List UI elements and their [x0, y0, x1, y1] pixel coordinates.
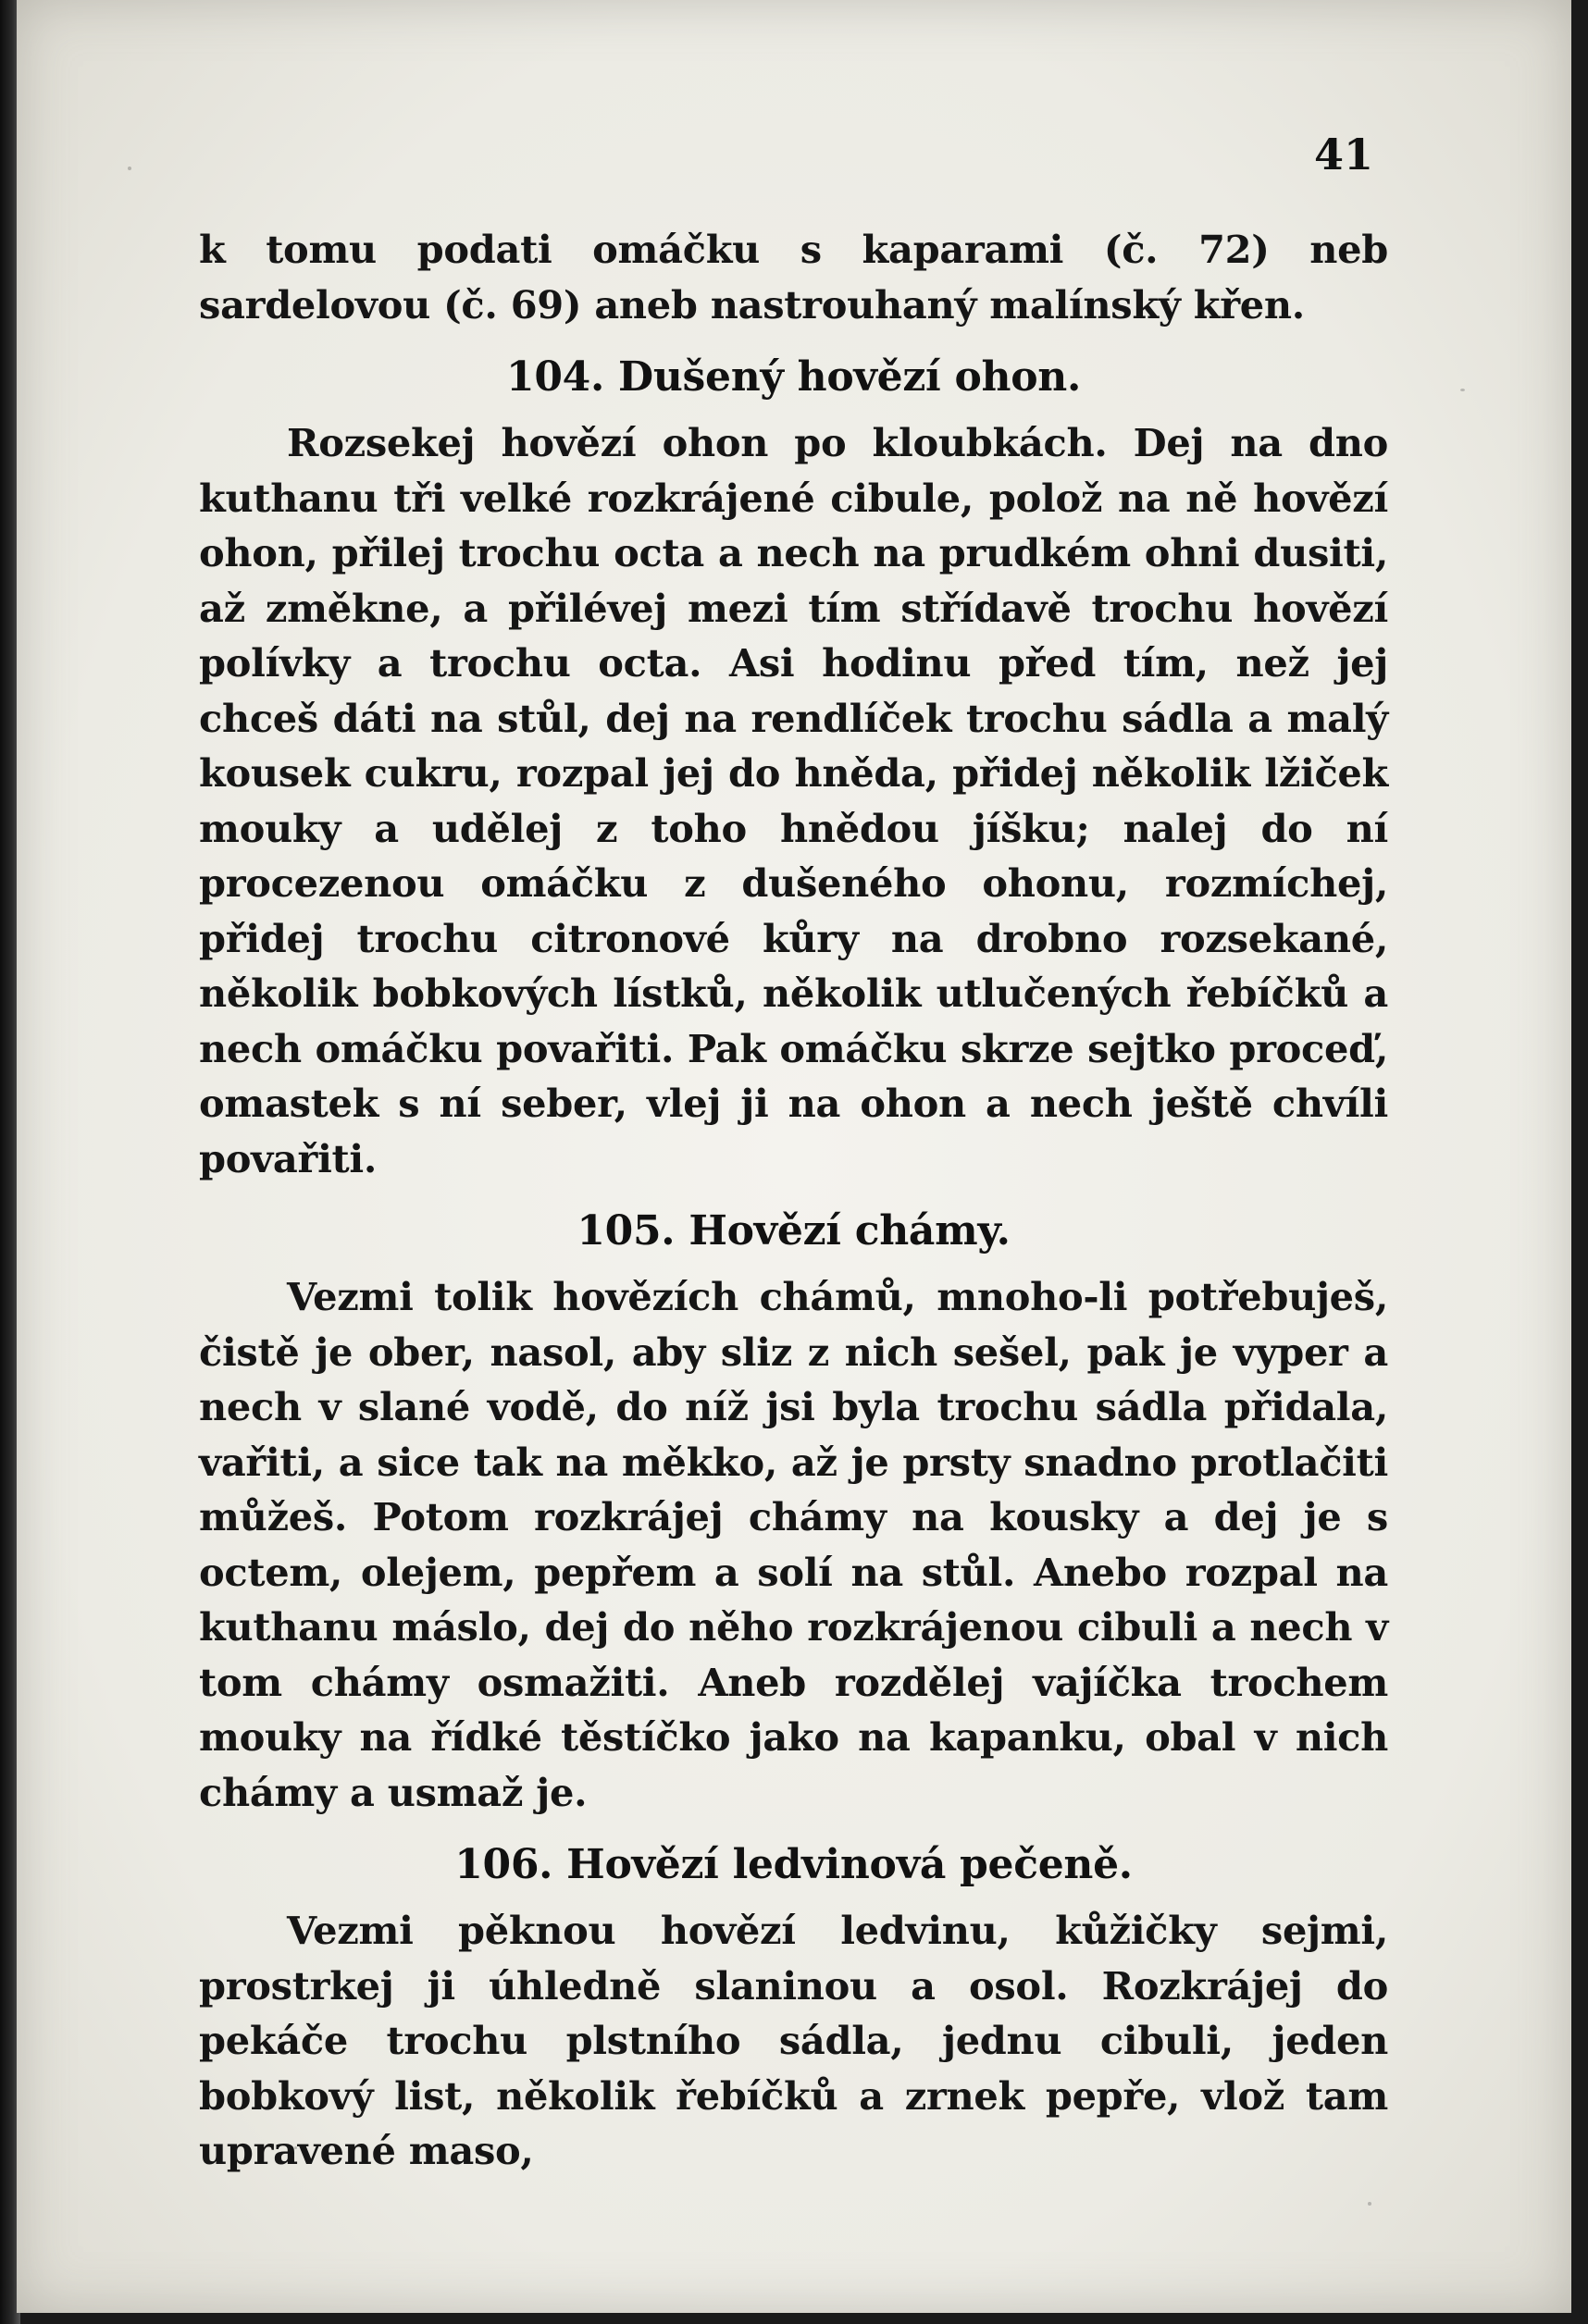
- recipe-106-title: 106. Hovězí ledvinová pečeně.: [454, 1841, 1133, 1888]
- continuation-paragraph: k tomu podati omáčku s kaparami (č. 72) neb sardelovou (č. 69) aneb nastrouhaný malínský křen.: [199, 227, 1388, 328]
- page-number: 41: [1314, 130, 1374, 179]
- paper-speck: [1460, 389, 1465, 391]
- page-content: [199, 222, 1388, 2179]
- recipe-106-text: Vezmi pěknou hovězí ledvinu, kůžičky sejmi, prostrkej ji úhledně slaninou a osol. Rozkrájej do pekáče trochu plstního sádla, jednu cibuli, jeden bobkový list, několik řebíčků a zrnek pepře, vlož tam upravené maso,: [199, 1908, 1388, 2173]
- recipe-105-text: Vezmi tolik hovězích chámů, mnoho-li potřebuješ, čistě je ober, nasol, aby sliz z nich sešel, pak je vyper a nech v slané vodě, do níž jsi byla trochu sádla přidala, vařiti, a sice tak na měkko, až je prsty snadno protlačiti můžeš. Potom rozkrájej chámy na kousky a dej je s octem, olejem, pepřem a solí na stůl. Anebo rozpal na kuthanu máslo, dej do něho rozkrájenou cibuli a nech v tom chámy osmažiti. Aneb rozdělej vajíčka trochem mouky na řídké těstíčko jako na kapanku, obal v nich chámy a usmaž je.: [199, 1274, 1388, 1815]
- paper-speck: [128, 167, 131, 170]
- recipe-104-text: Rozsekej hovězí ohon po kloubkách. Dej na dno kuthanu tři velké rozkrájené cibule, polož na ně hovězí ohon, přilej trochu octa a nech na prudkém ohni dusiti, až změkne, a přilévej mezi tím střídavě trochu hovězí polívky a trochu octa. Asi hodinu před tím, než jej chceš dáti na stůl, dej na rendlíček trochu sádla a malý kousek cukru, rozpal jej do hněda, přidej několik lžiček mouky a udělej z toho hnědou jíšku; nalej do ní procezenou omáčku z dušeného ohonu, rozmíchej, přidej trochu citronové kůry na drobno rozsekané, několik bobkových lístků, několik utlučených řebíčků a nech omáčku povařiti. Pak omáčku skrze sejtko proceď, omastek s ní seber, vlej ji na ohon a nech ještě chvíli povařiti.: [199, 420, 1388, 1181]
- recipe-104-title: 104. Dušený hovězí ohon.: [506, 353, 1081, 401]
- recipe-105-title: 105. Hovězí chámy.: [577, 1207, 1011, 1255]
- paper-speck: [1368, 2202, 1371, 2206]
